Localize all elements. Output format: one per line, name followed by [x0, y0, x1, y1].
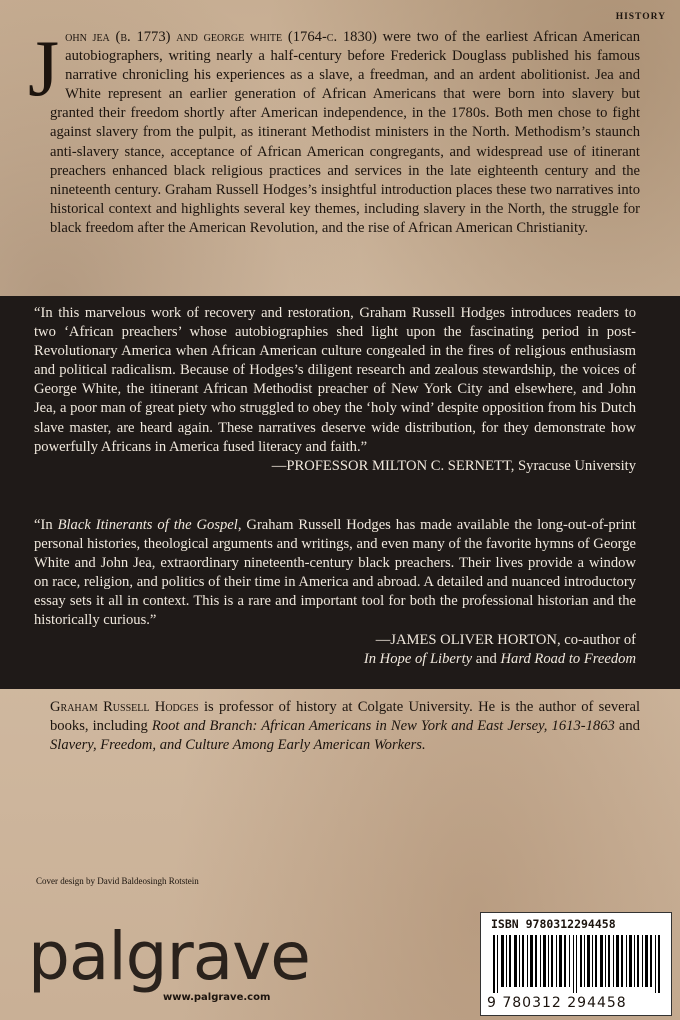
category-label: HISTORY — [615, 12, 666, 22]
quote-text: “In this marvelous work of recovery and restoration, Graham Russell Hodges introduces readers to two ‘African preachers’ whose autobiographies shed light upon the fascinating period in post-Revolutionary America when African American culture congealed in the fires of religious enthusiasm and political radicalism. Because of Hodges’s diligent research and zealous stewardship, the voices of George White, the itinerant African Methodist preacher of New York City and elsewhere, and John Jea, a poor man of great piety who struggled to obey the ‘holy wind’ despite opposition from his Dutch slave master, are heard again. These narratives deserve wide distribution, for they demonstrate how powerfully Africans in America fused literacy and faith.” — [34, 305, 636, 455]
intro-text: were two of the earliest African American autobiographers, writing nearly a half-century before Frederick Douglass published his famous narrative chronicling his experiences as a slave, a freedman, and an ardent abolitionist. Jea and White represent an earlier generation of African Americans that were born into slavery but granted their freedom shortly after American independence, in the 1780s. Both men chose to fight against slavery from the pulpit, as itinerant Methodist ministers in the North. Methodism’s staunch anti-slavery stance, acceptance of African American congregants, and widespread use of itinerant preachers enhanced black religious practices and services in the late eighteenth century and the nineteenth century. Graham Russell Hodges’s insightful introduction places these two narratives into historical context and highlights several key themes, including slavery in the North, the struggle for black freedom after the American Revolution, and the rise of African American Christianity. — [50, 29, 640, 236]
intro-lead: ohn jea (b. 1773) and george white (1764-c. 1830) — [65, 29, 377, 45]
intro-paragraph — [28, 25, 640, 238]
barcode — [480, 912, 672, 1016]
barcode-bars — [491, 935, 663, 993]
publisher-logo: palgrave — [28, 918, 310, 995]
quote-text: “In Black Itinerants of the Gospel, Graham Russell Hodges has made available the long-out-of-print personal histories, theological arguments and writings, and even many of the favorite hymns of George White and John Jea, extraordinary nineteenth-century black preachers. Their lives provide a window on race, religion, and politics of their time in America and abroad. A detailed and nuanced introductory essay sets it all in context. This is a rare and important tool for both the professional historian and the historically curious.” — [34, 517, 636, 629]
quote-sernett — [34, 304, 636, 476]
book-title: Black Itinerants of the Gospel — [57, 517, 238, 533]
publisher-url: www.palgrave.com — [163, 992, 271, 1003]
quote-attribution: —JAMES OLIVER HORTON, co-author of In Hope of Liberty and Hard Road to Freedom — [363, 631, 636, 667]
isbn-label: ISBN 9780312294458 — [491, 917, 616, 931]
quote-attribution: —PROFESSOR MILTON C. SERNETT, Syracuse University — [271, 457, 636, 474]
author-bio: Graham Russell Hodges is professor of history at Colgate University. He is the author of several books, including Root and Branch: African Americans in New York and East Jersey, 1613-1863 and Slavery, Freedom, and Culture Among Early American Workers. — [50, 699, 640, 754]
book-title: Root and Branch: African Americans in New York and East Jersey, 1613-1863 — [151, 718, 615, 735]
cover-credit: Cover design by David Baldeosingh Rotstein — [36, 876, 199, 886]
isbn-digits: 9 780312 294458 — [487, 995, 627, 1011]
author-name: Graham Russell Hodges — [50, 699, 199, 715]
book-title: Slavery, Freedom, and Culture Among Early American Workers. — [50, 737, 426, 754]
quote-band — [0, 296, 680, 689]
quote-horton — [34, 516, 636, 669]
drop-cap: J — [28, 25, 60, 113]
